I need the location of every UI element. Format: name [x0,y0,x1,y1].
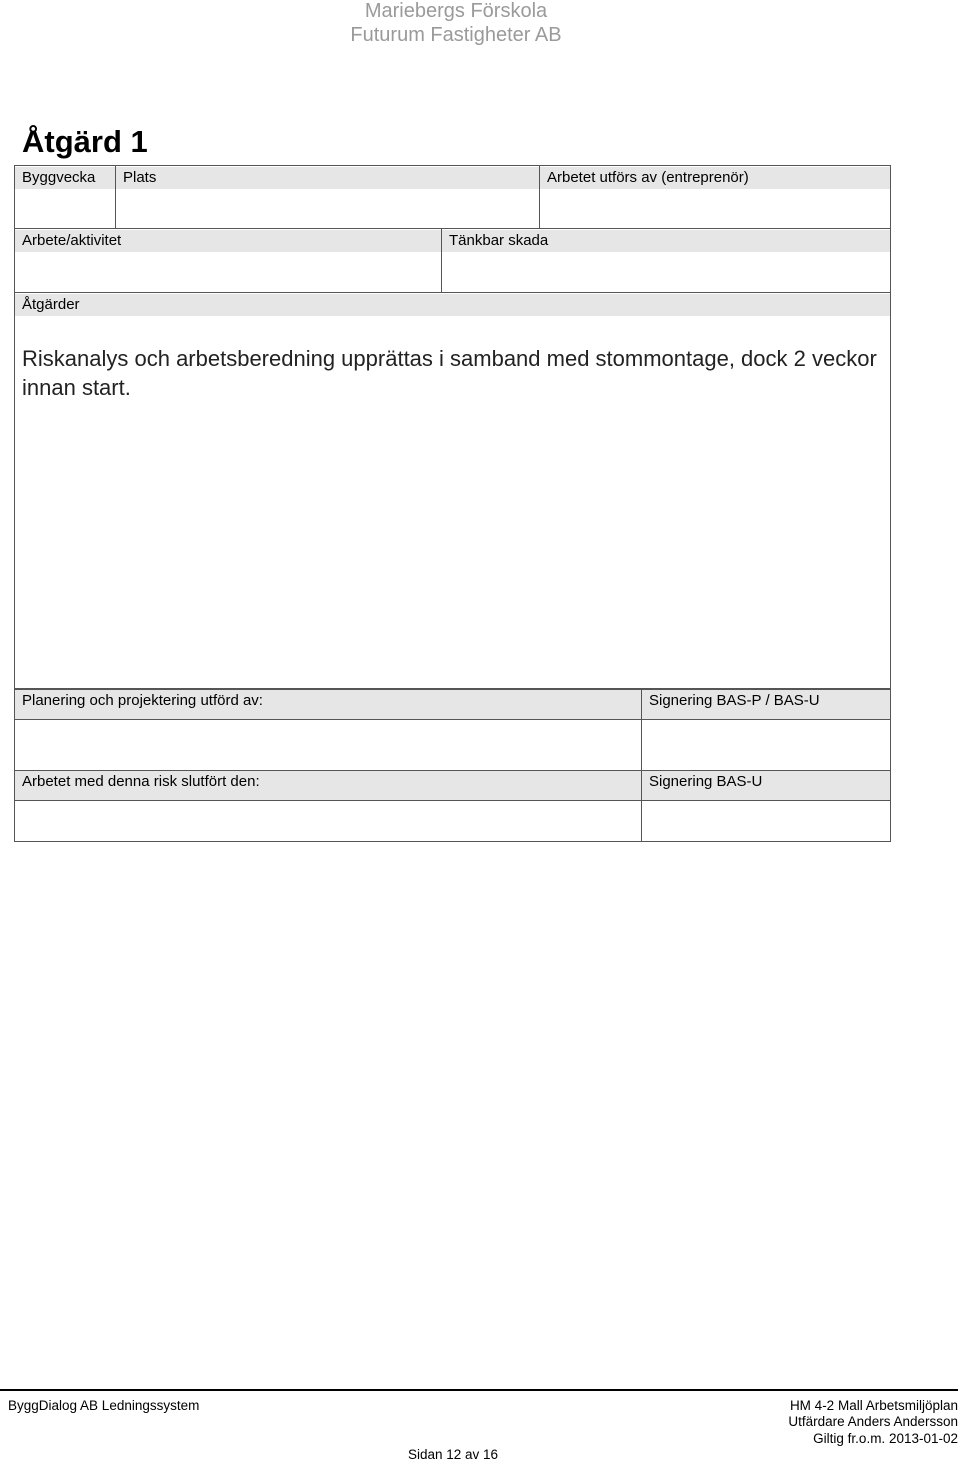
footer-issuer: Utfärdare Anders Andersson [788,1414,958,1429]
label-planering: Planering och projektering utförd av: [15,690,641,719]
label-slutfort: Arbetet med denna risk slutfört den: [15,771,641,800]
footer-system-name: ByggDialog AB Ledningssystem [8,1398,200,1413]
label-atgarder: Åtgärder [15,294,890,316]
label-signering-bas-pu: Signering BAS-P / BAS-U [642,690,890,719]
label-arbetet-utfors: Arbetet utförs av (entreprenör) [540,167,890,189]
divider [15,719,890,720]
divider [115,166,116,228]
divider [441,229,442,292]
page-title: Åtgärd 1 [22,124,148,159]
divider [15,228,890,229]
footer-page-number: Sidan 12 av 16 [408,1447,499,1462]
label-signering-bas-u: Signering BAS-U [642,771,890,800]
footer-valid-from: Giltig fr.o.m. 2013-01-02 [813,1431,958,1446]
label-plats: Plats [116,167,539,189]
divider [15,292,890,293]
footer-rule [0,1389,958,1391]
divider [539,166,540,228]
header-company-name: Futurum Fastigheter AB [350,24,562,46]
divider [641,690,642,841]
footer-document-id: HM 4-2 Mall Arbetsmiljöplan [789,1398,958,1413]
label-byggvecka: Byggvecka [15,167,115,189]
divider [15,800,890,801]
label-arbete-aktivitet: Arbete/aktivitet [15,230,441,252]
label-tankbar-skada: Tänkbar skada [442,230,890,252]
header-project-name: Mariebergs Förskola [364,0,548,22]
atgarder-text: Riskanalys och arbetsberedning upprättas i samband med stommontage, dock 2 veckor innan start. [22,346,877,400]
